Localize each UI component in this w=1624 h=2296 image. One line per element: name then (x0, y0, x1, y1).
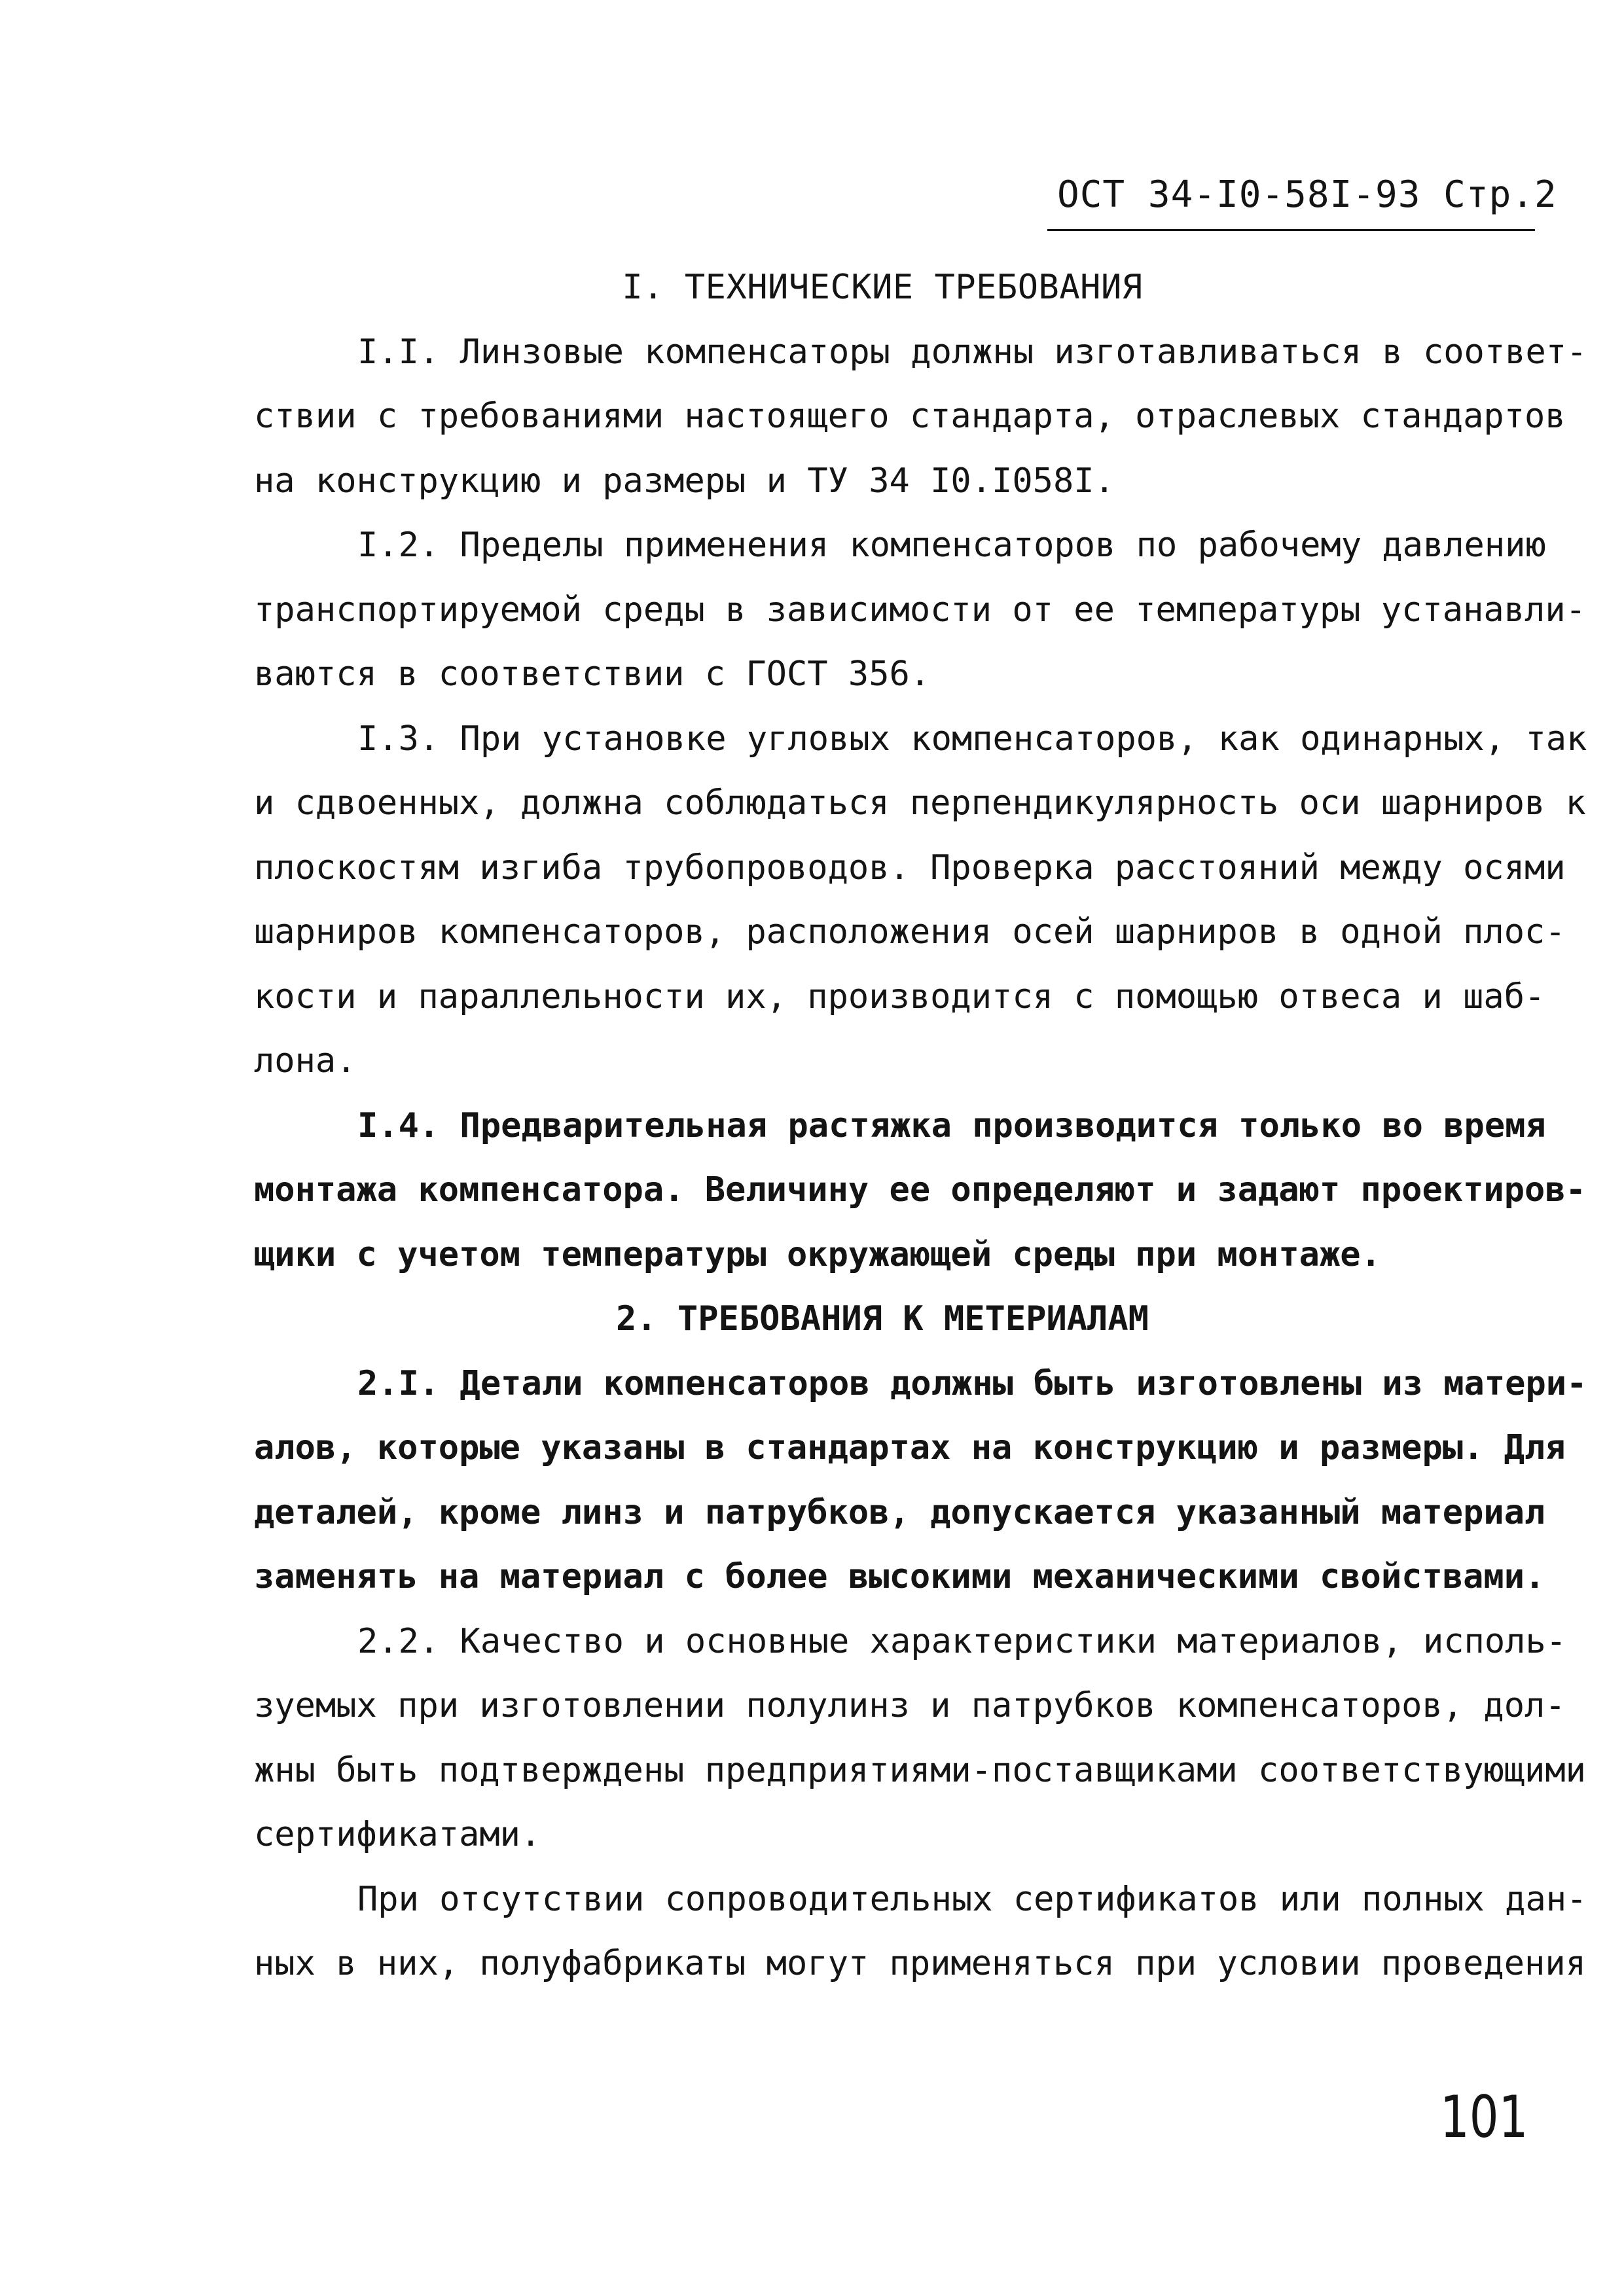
paragraph-1-3-line-4: шарниров компенсаторов, расположения осей шарниров в одной плос- (254, 912, 1566, 952)
handwritten-page-number: 101 (1440, 2083, 1528, 2151)
paragraph-1-2-line-2: транспортируемой среды в зависимости от ее температуры устанавли- (254, 590, 1586, 630)
paragraph-1-4-line-1: I.4. Предварительная растяжка производится только во время (357, 1105, 1546, 1145)
paragraph-2-3-line-1: При отсутствии сопроводительных сертификатов или полных дан- (357, 1879, 1587, 1919)
paragraph-1-1-line-2: ствии с требованиями настоящего стандарта, отраслевых стандартов (254, 397, 1566, 436)
paragraph-1-2-line-3: ваются в соответствии с ГОСТ 356. (254, 655, 931, 694)
header-underline (1047, 229, 1535, 231)
paragraph-2-1-line-4: заменять на материал с более высокими механическими свойствами. (254, 1557, 1545, 1596)
paragraph-2-1-line-2: алов, которые указаны в стандартах на конструкцию и размеры. Для (254, 1428, 1566, 1467)
paragraph-2-2-line-2: зуемых при изготовлении полулинз и патрубков компенсаторов, дол- (254, 1686, 1566, 1725)
paragraph-2-2-line-4: сертификатами. (254, 1815, 541, 1854)
paragraph-1-2-line-1: I.2. Пределы применения компенсаторов по рабочему давлению (357, 526, 1546, 565)
paragraph-2-1-line-1: 2.I. Детали компенсаторов должны быть изготовлены из матери- (357, 1363, 1587, 1403)
paragraph-1-3-line-6: лона. (254, 1041, 357, 1081)
paragraph-1-3-line-2: и сдвоенных, должна соблюдаться перпендикулярность оси шарниров к (254, 783, 1586, 823)
document-body (254, 255, 1587, 1996)
paragraph-1-3-line-3: плоскостям изгиба трубопроводов. Проверка расстояний между осями (254, 848, 1566, 888)
paragraph-2-2-line-1: 2.2. Качество и основные характеристики материалов, исполь- (357, 1621, 1567, 1661)
paragraph-2-2-line-3: жны быть подтверждены предприятиями-поставщиками соответствующими (254, 1750, 1586, 1790)
paragraph-1-3-line-1: I.3. При установке угловых компенсаторов, как одинарных, так (357, 719, 1587, 759)
document-header: ОСТ 34-I0-58I-93 Стр.2 (1057, 173, 1557, 216)
paragraph-1-4-line-2: монтажа компенсатора. Величину ее определяют и задают проектиров- (254, 1170, 1586, 1210)
paragraph-1-4-line-3: щики с учетом температуры окружающей среды при монтаже. (254, 1234, 1381, 1274)
paragraph-1-1-line-1: I.I. Линзовые компенсаторы должны изготавливаться в соответ- (357, 332, 1587, 372)
paragraph-2-3-line-2: ных в них, полуфабрикаты могут применяться при условии проведения (254, 1944, 1586, 1983)
paragraph-1-1-line-3: на конструкцию и размеры и ТУ 34 I0.I058I. (254, 461, 1115, 501)
section-2-title: 2. ТРЕБОВАНИЯ К МЕТЕРИАЛАМ (616, 1299, 1149, 1338)
paragraph-2-1-line-3: деталей, кроме линз и патрубков, допускается указанный материал (254, 1492, 1545, 1532)
section-1-title: I. ТЕХНИЧЕСКИЕ ТРЕБОВАНИЯ (622, 268, 1143, 307)
paragraph-1-3-line-5: кости и параллельности их, производится с помощью отвеса и шаб- (254, 977, 1545, 1016)
